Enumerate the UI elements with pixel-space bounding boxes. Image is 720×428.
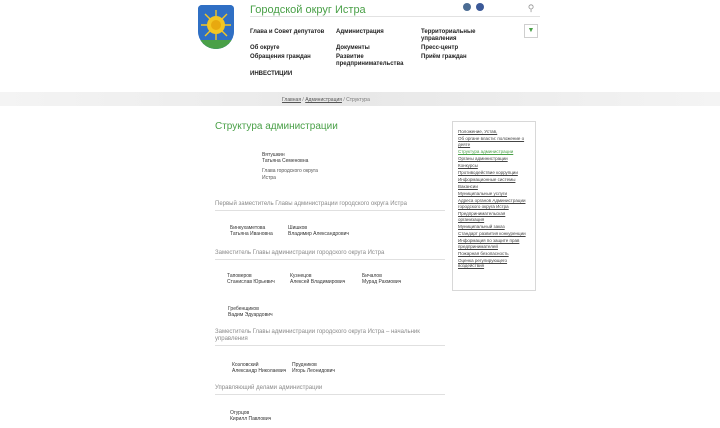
sidebar-link[interactable]: Информация по защите прав предпринимателей [458, 238, 520, 249]
breadcrumb-admin[interactable]: Администрация [305, 97, 342, 103]
person-card[interactable] [232, 362, 286, 374]
role-line: Глава городского округа [262, 168, 318, 174]
person-surname: Бичалов [362, 273, 382, 279]
person-card[interactable] [362, 273, 401, 285]
person-name: Кирилл Павлович [230, 416, 272, 422]
sidebar-link[interactable]: Стандарт развития конкуренции [458, 230, 526, 236]
nav-admin[interactable]: Администрация [336, 29, 384, 35]
vk-icon[interactable] [463, 3, 471, 11]
breadcrumb-separator: / [302, 97, 304, 103]
search-icon[interactable]: ⚲ [527, 3, 535, 13]
sidebar-link[interactable]: Вакансии [458, 184, 478, 190]
section-title-line: управления [215, 336, 248, 342]
head-role [262, 168, 318, 182]
page-title: Структура администрации [215, 121, 338, 132]
person-card[interactable] [227, 273, 275, 285]
person-surname: Огурцов [230, 410, 250, 416]
section-title-line: Заместитель Главы администрации городского округа Истра – начальник [215, 329, 420, 335]
sidebar-link[interactable]: Органы администрации [458, 155, 508, 161]
section-divider [215, 345, 445, 346]
section-divider [215, 210, 445, 211]
sidebar-link[interactable]: Адреса органов Администрации городского округа Истра [458, 198, 526, 210]
coat-of-arms-logo[interactable] [198, 5, 234, 49]
person-card[interactable] [292, 362, 335, 374]
person-card[interactable] [230, 225, 273, 237]
person-name: Владимир Александрович [288, 231, 349, 237]
section-divider [215, 394, 445, 395]
person-name: Мурад Рахмович [362, 279, 402, 285]
nav-reception[interactable]: Приём граждан [421, 54, 467, 60]
person-name: Татьяна Ивановна [230, 231, 273, 237]
facebook-icon[interactable] [476, 3, 484, 11]
site-header [0, 0, 720, 92]
person-card[interactable] [228, 306, 273, 318]
person-name: Александр Николаевич [232, 368, 287, 374]
sidebar-link[interactable]: Конкурсы [458, 162, 478, 168]
nav-documents[interactable]: Документы [336, 45, 370, 51]
person-name: Вадим Эдуардович [228, 312, 273, 318]
sidebar-link[interactable]: Оценка регулирующего воздействия [458, 257, 508, 269]
sidebar-link[interactable]: Об органе власти: положение о деяте [458, 136, 525, 147]
section-title: Заместитель Главы администрации городского округа Истра [215, 250, 385, 256]
nav-investments[interactable]: ИНВЕСТИЦИИ [250, 71, 293, 77]
sidebar-link[interactable]: Предпринимательская организация [458, 211, 506, 222]
section-title: Управляющий делами администрации [215, 385, 323, 391]
breadcrumb-current: Структура [346, 97, 370, 103]
section-divider [215, 259, 445, 260]
breadcrumb-home[interactable]: Главная [282, 97, 302, 103]
person-surname: Прудников [292, 362, 317, 368]
nav-about[interactable]: Об округе [250, 45, 280, 51]
person-name: Татьяна Семеновна [262, 158, 309, 164]
role-line: Истра [262, 175, 276, 181]
person-card[interactable] [230, 410, 271, 422]
nav-business[interactable]: Развитие предпринимательства [336, 54, 404, 67]
chevron-down-icon: ▼ [527, 27, 535, 34]
nav-glava[interactable]: Глава и Совет депутатов [250, 29, 325, 35]
sidebar-link[interactable]: Положение, Устав, [458, 129, 498, 134]
breadcrumb [282, 97, 370, 103]
nav-press[interactable]: Пресс-центр [421, 45, 459, 51]
person-name: Алексей Владимирович [290, 279, 346, 285]
nav-appeals[interactable]: Обращения граждан [250, 54, 311, 60]
person-surname: Шишков [288, 225, 308, 231]
section-title: Первый заместитель Главы администрации городского округа Истра [215, 201, 407, 207]
sidebar-link-active[interactable]: Структура администрации [458, 148, 514, 154]
sidebar-link[interactable]: Пожарная безопасность [458, 250, 509, 256]
sidebar-link[interactable]: Муниципальные услуги [458, 191, 508, 197]
head-person[interactable] [262, 152, 308, 164]
header-divider [250, 16, 540, 17]
person-name: Станислав Юрьевич [227, 279, 275, 285]
nav-territorial[interactable]: Территориальные управления [421, 29, 476, 42]
sidebar-menu [452, 121, 536, 291]
person-surname: Гребенщиков [228, 306, 259, 312]
person-card[interactable] [288, 225, 349, 237]
person-surname: Вятушкин [262, 152, 285, 158]
sidebar-link[interactable]: Информационные системы [458, 177, 516, 183]
person-surname: Кузнецов [290, 273, 312, 279]
sidebar-link[interactable]: Муниципальный заказ [458, 223, 505, 229]
person-name: Игорь Леонидович [292, 368, 336, 374]
site-title[interactable]: Городской округ Истра [250, 4, 366, 16]
sidebar-link[interactable]: Противодействие коррупции [458, 170, 518, 176]
person-surname: Таповеров [227, 273, 252, 279]
section-title [215, 329, 420, 343]
person-surname: Бинкухаметова [230, 225, 266, 231]
breadcrumb-separator: / [343, 97, 345, 103]
person-card[interactable] [290, 273, 345, 285]
menu-dropdown-button[interactable] [524, 24, 538, 38]
person-surname: Козловский [232, 362, 259, 368]
